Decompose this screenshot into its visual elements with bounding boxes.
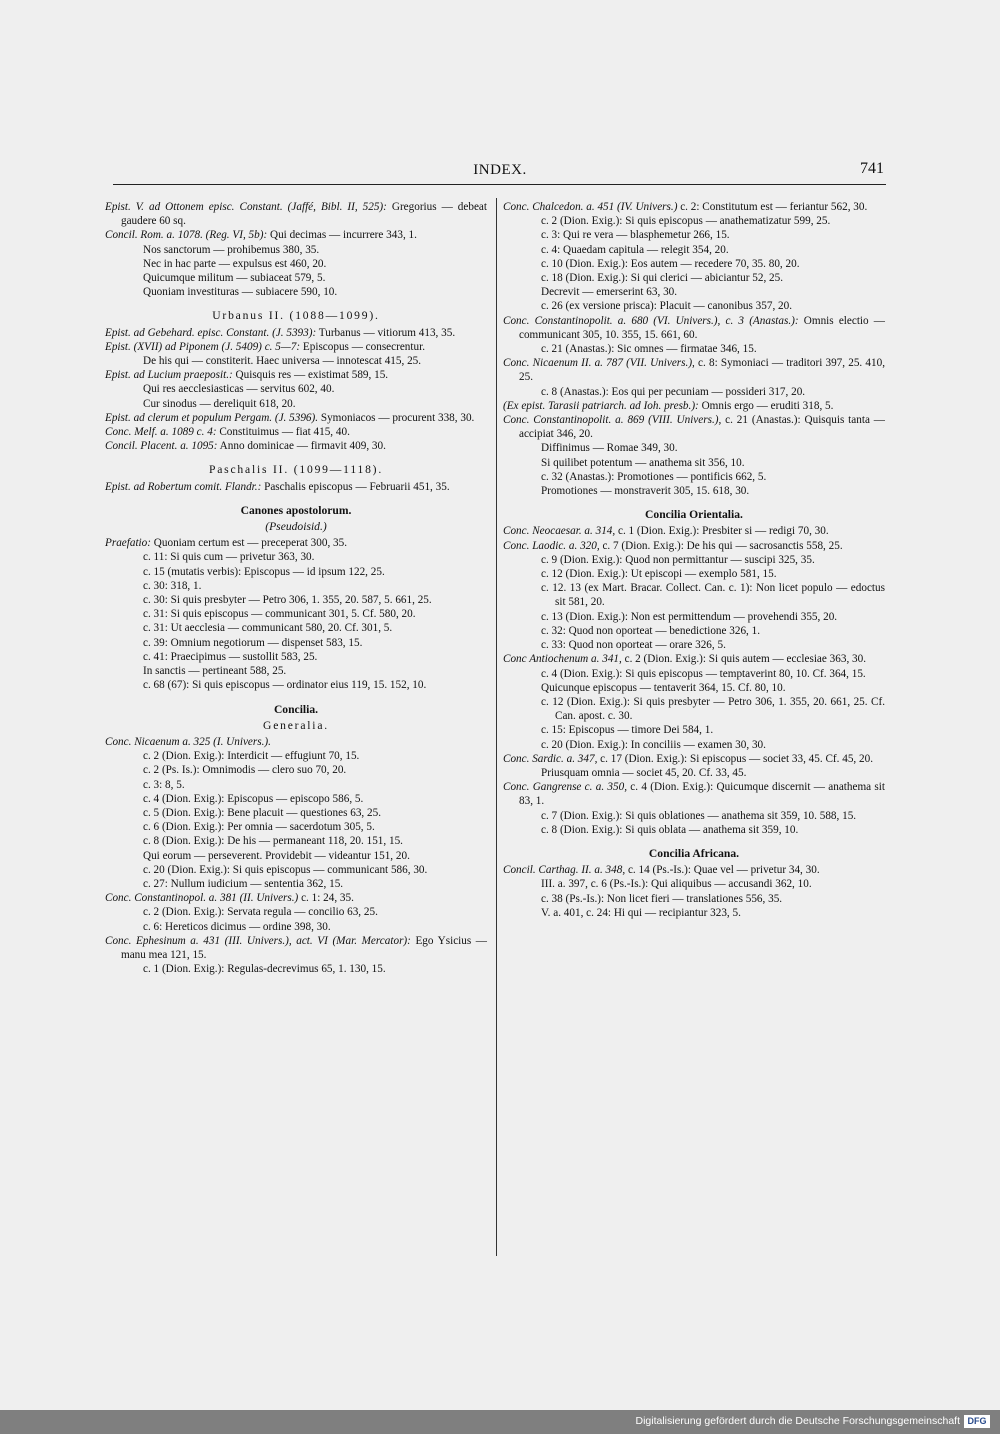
- entry-text: c. 21 (Anastas.): Sic omnes — firmatae 346, 15.: [541, 343, 757, 356]
- entry-text: c. 8: Symoniaci — traditori 397, 25. 410, 25.: [519, 357, 885, 384]
- entry-text: c. 15: Episcopus — timore Dei 584, 1.: [541, 724, 714, 737]
- entry-text: c. 4: Quaedam capitula — relegit 354, 20.: [541, 243, 729, 256]
- entry-text: Gregorius — debeat gaudere 60 sq.: [121, 201, 487, 228]
- index-subentry: [105, 678, 487, 692]
- entry-text: Anno dominicae — firmavit 409, 30.: [219, 440, 386, 453]
- index-subentry: [105, 607, 487, 621]
- index-subentry: [503, 695, 885, 723]
- index-subentry: [503, 738, 885, 752]
- entry-text: c. 4 (Dion. Exig.): Episcopus — episcopo 586, 5.: [143, 792, 364, 805]
- entry-text: c. 68 (67): Si quis episcopus — ordinator eius 119, 15. 152, 10.: [143, 679, 427, 692]
- index-entry: [503, 539, 885, 553]
- index-subentry: [503, 470, 885, 484]
- index-entry: [503, 314, 885, 342]
- section-heading: Concilia.: [273, 702, 319, 716]
- entry-text: Promotiones — monstraverit 305, 15. 618, 30.: [541, 485, 750, 498]
- source-citation: Epist. V. ad Ottonem episc. Constant. (Jaffé, Bibl. II, 525):: [105, 201, 387, 213]
- entry-text: Priusquam omnia — societ 45, 20. Cf. 33, 45.: [541, 766, 747, 779]
- source-citation: Praefatio:: [105, 537, 151, 550]
- entry-text: c. 31: Si quis episcopus — communicant 301, 5. Cf. 580, 20.: [143, 608, 416, 621]
- entry-text: c. 13 (Dion. Exig.): Non est permittendum — provehendi 355, 20.: [541, 610, 838, 623]
- section-heading: Urbanus II. (1088—1099).: [212, 309, 380, 323]
- source-citation: Conc. Laodic. a. 320,: [503, 539, 600, 552]
- entry-text: c. 18 (Dion. Exig.): Si qui clerici — abiciantur 52, 25.: [541, 272, 784, 285]
- index-entry: [105, 368, 487, 382]
- entry-text: c. 14 (Ps.-Is.): Quae vel — privetur 34, 30.: [627, 864, 820, 877]
- source-citation: Concil. Placent. a. 1095:: [105, 440, 218, 453]
- footer-bar: [0, 1410, 1000, 1434]
- source-citation: Epist. ad Gebehard. episc. Constant. (J. 5393):: [105, 326, 317, 339]
- entry-text: c. 3: 8, 5.: [143, 778, 185, 791]
- index-subentry: [503, 299, 885, 313]
- entry-text: c. 12 (Dion. Exig.): Si quis presbyter — Petro 306, 1. 355, 20. 661, 25. Cf. Can. apost. c. 30.: [541, 695, 885, 723]
- source-citation: Concil. Carthag. II. a. 348,: [503, 864, 626, 877]
- entry-text: In sanctis — pertineant 588, 25.: [143, 665, 287, 678]
- index-subentry: [105, 397, 487, 411]
- index-subentry: [105, 806, 487, 820]
- index-subentry: [105, 354, 487, 368]
- entry-text: Turbanus — vitiorum 413, 35.: [318, 326, 456, 339]
- index-subentry: [503, 214, 885, 228]
- index-subentry: [503, 567, 885, 581]
- left-column: [105, 200, 487, 976]
- entry-text: c. 2 (Dion. Exig.): Si quis episcopus — anathematizatur 599, 25.: [541, 215, 831, 228]
- source-citation: Conc. Constantinopol. a. 381 (II. Univers.): [105, 892, 299, 905]
- entry-text: Symoniacos — procurent 338, 30.: [320, 411, 475, 424]
- index-subentry: [503, 667, 885, 681]
- index-subentry: [503, 285, 885, 299]
- entry-text: c. 30: 318, 1.: [143, 579, 202, 592]
- entry-text: Ego Ysicius — manu mea 121, 15.: [121, 934, 487, 961]
- entry-text: c. 38 (Ps.-Is.): Non licet fieri — translationes 556, 35.: [541, 892, 783, 905]
- index-subentry: [503, 553, 885, 567]
- header-rule: [113, 184, 886, 185]
- source-citation: Epist. ad Robertum comit. Flandr.:: [105, 480, 262, 493]
- index-subentry: [503, 456, 885, 470]
- source-citation: Conc. Melf. a. 1089 c. 4:: [105, 426, 217, 439]
- entry-text: c. 4 (Dion. Exig.): Quicumque discernit — anathema sit 83, 1.: [519, 781, 885, 808]
- entry-text: c. 32: Quod non oporteat — benedictione 326, 1.: [541, 624, 761, 637]
- entry-text: c. 15 (mutatis verbis): Episcopus — id ipsum 122, 25.: [143, 565, 385, 578]
- index-entry: [105, 425, 487, 439]
- index-subentry: [105, 749, 487, 763]
- index-subentry: [105, 621, 487, 635]
- entry-text: Quoniam investituras — subiacere 590, 10.: [143, 286, 338, 299]
- entry-text: Quicumque militum — subiaceat 579, 5.: [143, 272, 326, 285]
- section-heading: Concilia Africana.: [648, 846, 740, 860]
- source-citation: Epist. ad clerum et populum Pergam. (J. 5396).: [105, 411, 319, 424]
- index-entry: [503, 780, 885, 808]
- source-citation: Conc Antiochenum a. 341,: [503, 653, 622, 666]
- entry-text: c. 39: Omnium negotiorum — dispenset 583, 15.: [143, 636, 363, 649]
- index-subentry: [105, 877, 487, 891]
- index-subentry: [503, 385, 885, 399]
- entry-text: c. 7 (Dion. Exig.): Si quis oblationes — anathema sit 359, 10. 588, 15.: [541, 809, 857, 822]
- index-subentry: [503, 257, 885, 271]
- dfg-logo: DFG: [964, 1415, 990, 1428]
- entry-text: Omnis electio — communicant 305, 10. 355, 15. 661, 60.: [519, 314, 885, 341]
- page-number: 741: [860, 160, 884, 177]
- index-subentry: [503, 624, 885, 638]
- source-citation: Conc. Gangrense c. a. 350,: [503, 781, 627, 794]
- index-subentry: [503, 823, 885, 837]
- index-subentry: [105, 565, 487, 579]
- entry-text: c. 32 (Anastas.): Promotiones — pontificis 662, 5.: [541, 470, 767, 483]
- funding-notice: Digitalisierung gefördert durch die Deutsche Forschungsgemeinschaft: [635, 1415, 960, 1427]
- index-subentry: [503, 877, 885, 891]
- index-subentry: [503, 766, 885, 780]
- entry-text: c. 8 (Anastas.): Eos qui per pecuniam — possideri 317, 20.: [541, 385, 806, 398]
- index-subentry: [105, 664, 487, 678]
- source-citation: Conc. Sardic. a. 347,: [503, 752, 598, 765]
- source-citation: Conc. Nicaenum a. 325 (I. Univers.).: [105, 735, 271, 748]
- index-entry: [105, 480, 487, 494]
- entry-text: c. 2 (Dion. Exig.): Si quis autem — ecclesiae 363, 30.: [624, 653, 867, 666]
- entry-text: c. 9 (Dion. Exig.): Quod non permittantur — suscipi 325, 35.: [541, 553, 815, 566]
- index-subentry: [105, 285, 487, 299]
- index-subentry: [503, 484, 885, 498]
- entry-text: c. 20 (Dion. Exig.): Si quis episcopus — communicant 586, 30.: [143, 863, 428, 876]
- index-subentry: [503, 809, 885, 823]
- index-subentry: [105, 650, 487, 664]
- index-subentry: [105, 778, 487, 792]
- entry-text: c. 6 (Dion. Exig.): Per omnia — sacerdotum 305, 5.: [143, 821, 375, 834]
- index-subentry: [105, 243, 487, 257]
- column-divider: [496, 198, 497, 1256]
- entry-text: Constituimus — fiat 415, 40.: [219, 426, 350, 439]
- index-entry: [105, 200, 487, 228]
- index-subentry: [105, 905, 487, 919]
- entry-text: c. 33: Quod non oporteat — orare 326, 5.: [541, 639, 726, 652]
- index-entry: [105, 934, 487, 962]
- entry-text: c. 4 (Dion. Exig.): Si quis episcopus — temptaverint 80, 10. Cf. 364, 15.: [541, 667, 866, 680]
- source-citation: Conc. Chalcedon. a. 451 (IV. Univers.): [503, 201, 678, 213]
- entry-text: c. 12. 13 (ex Mart. Bracar. Collect. Can. c. 1): Non licet populo — edoctus sit 581, 20.: [541, 582, 885, 609]
- index-subentry: [503, 581, 885, 609]
- entry-text: c. 2 (Ps. Is.): Omnimodis — clero suo 70, 20.: [143, 764, 347, 777]
- entry-text: Qui eorum — perseverent. Providebit — videantur 151, 20.: [143, 849, 410, 862]
- index-subentry: [105, 593, 487, 607]
- entry-text: Qui decimas — incurrere 343, 1.: [269, 229, 417, 242]
- entry-text: c. 2 (Dion. Exig.): Interdicit — effugiunt 70, 15.: [143, 750, 360, 763]
- entry-text: c. 1: 24, 35.: [301, 892, 354, 905]
- index-subentry: [105, 763, 487, 777]
- entry-text: c. 41: Praecipimus — sustollit 583, 25.: [143, 650, 318, 663]
- entry-text: De his qui — constiterit. Haec universa — innotescat 415, 25.: [143, 355, 422, 368]
- index-subentry: [105, 820, 487, 834]
- index-subentry: [105, 962, 487, 976]
- index-subentry: [105, 382, 487, 396]
- index-subentry: [105, 579, 487, 593]
- section-heading: (Pseudoisid.): [265, 520, 327, 534]
- entry-text: V. a. 401, c. 24: Hi qui — recipiantur 323, 5.: [541, 906, 741, 919]
- index-entry: [503, 652, 885, 666]
- source-citation: Conc. Constantinopolit. a. 869 (VIII. Univers.),: [503, 414, 722, 427]
- entry-text: c. 10 (Dion. Exig.): Eos autem — recedere 70, 35. 80, 20.: [541, 257, 800, 270]
- entry-text: c. 12 (Dion. Exig.): Ut episcopi — exemplo 581, 15.: [541, 568, 777, 581]
- index-subentry: [105, 636, 487, 650]
- entry-text: Nos sanctorum — prohibemus 380, 35.: [143, 243, 320, 256]
- entry-text: c. 27: Nullum iudicium — sententia 362, 15.: [143, 877, 344, 890]
- index-subentry: [105, 257, 487, 271]
- section-heading: Generalia.: [263, 718, 329, 732]
- entry-text: c. 30: Si quis presbyter — Petro 306, 1. 355, 20. 587, 5. 661, 25.: [143, 594, 432, 607]
- index-entry: [105, 735, 487, 749]
- index-entry: [105, 340, 487, 354]
- index-subentry: [105, 849, 487, 863]
- index-entry: [503, 356, 885, 384]
- index-entry: [105, 536, 487, 550]
- index-subentry: [503, 441, 885, 455]
- index-subentry: [105, 863, 487, 877]
- source-citation: Epist. ad Lucium praeposit.:: [105, 369, 233, 382]
- entry-text: c. 3: Qui re vera — blasphemetur 266, 15.: [541, 229, 730, 242]
- running-head: INDEX.: [473, 162, 527, 178]
- entry-text: Quisquis res — existimat 589, 15.: [235, 369, 389, 382]
- entry-text: Paschalis episcopus — Februarii 451, 35.: [264, 480, 450, 493]
- index-subentry: [503, 681, 885, 695]
- index-entry: [503, 524, 885, 538]
- index-subentry: [105, 834, 487, 848]
- entry-text: c. 21 (Anastas.): Quisquis tanta — accipiat 346, 20.: [519, 414, 885, 441]
- index-entry: [105, 891, 487, 905]
- entry-text: Decrevit — emerserint 63, 30.: [541, 286, 678, 299]
- entry-text: Cur sinodus — dereliquit 618, 20.: [143, 397, 296, 410]
- index-entry: [105, 228, 487, 242]
- entry-text: c. 17 (Dion. Exig.): Si episcopus — societ 33, 45. Cf. 45, 20.: [600, 752, 873, 765]
- index-subentry: [503, 638, 885, 652]
- index-entry: [503, 863, 885, 877]
- index-subentry: [105, 792, 487, 806]
- entry-text: c. 1 (Dion. Exig.): Regulas-decrevimus 65, 1. 130, 15.: [143, 963, 386, 976]
- index-entry: [105, 439, 487, 453]
- entry-text: c. 26 (ex versione prisca): Placuit — canonibus 357, 20.: [541, 300, 793, 313]
- entry-text: III. a. 397, c. 6 (Ps.-Is.): Qui aliquibus — accusandi 362, 10.: [541, 878, 812, 891]
- index-subentry: [503, 723, 885, 737]
- entry-text: c. 1 (Dion. Exig.): Presbiter si — redigi 70, 30.: [617, 525, 829, 538]
- source-citation: Epist. (XVII) ad Piponem (J. 5409) c. 5—7:: [105, 340, 301, 353]
- entry-text: c. 6: Hereticos dicimus — ordine 398, 30.: [143, 920, 331, 933]
- source-citation: (Ex epist. Tarasii patriarch. ad Ioh. presb.):: [503, 399, 699, 412]
- entry-text: c. 2 (Dion. Exig.): Servata regula — concilio 63, 25.: [143, 906, 378, 919]
- source-citation: Concil. Rom. a. 1078. (Reg. VI, 5b):: [105, 229, 268, 242]
- entry-text: c. 11: Si quis cum — privetur 363, 30.: [143, 551, 315, 564]
- index-entry: [503, 399, 885, 413]
- index-entry: [503, 752, 885, 766]
- entry-text: c. 7 (Dion. Exig.): De his qui — sacrosanctis 558, 25.: [602, 539, 843, 552]
- entry-text: Quicunque episcopus — tentaverit 364, 15. Cf. 80, 10.: [541, 681, 786, 694]
- source-citation: Conc. Constantinopolit. a. 680 (VI. Univers.), c. 3 (Anastas.):: [503, 314, 799, 327]
- section-heading: Paschalis II. (1099—1118).: [208, 463, 384, 477]
- entry-text: c. 20 (Dion. Exig.): In conciliis — examen 30, 30.: [541, 738, 766, 751]
- section-heading: Concilia Orientalia.: [645, 508, 743, 522]
- entry-text: c. 2: Constitutum est — feriantur 562, 30.: [680, 201, 868, 213]
- index-subentry: [503, 243, 885, 257]
- index-subentry: [503, 271, 885, 285]
- entry-text: Si quilibet potentum — anathema sit 356, 10.: [541, 456, 745, 469]
- index-entry: [503, 413, 885, 441]
- source-citation: Conc. Ephesinum a. 431 (III. Univers.), act. VI (Mar. Mercator):: [105, 934, 411, 947]
- entry-text: c. 8 (Dion. Exig.): De his — permaneant 118, 20. 151, 15.: [143, 835, 403, 848]
- index-subentry: [105, 920, 487, 934]
- entry-text: Diffinimus — Romae 349, 30.: [541, 442, 678, 455]
- entry-text: Omnis ergo — eruditi 318, 5.: [701, 399, 834, 412]
- entry-text: Quoniam certum est — preceperat 300, 35.: [153, 537, 348, 550]
- index-subentry: [503, 906, 885, 920]
- entry-text: c. 5 (Dion. Exig.): Bene placuit — questiones 63, 25.: [143, 806, 382, 819]
- entry-text: Episcopus — consecrentur.: [302, 340, 426, 353]
- index-subentry: [503, 228, 885, 242]
- index-subentry: [503, 610, 885, 624]
- index-subentry: [503, 892, 885, 906]
- index-entry: [503, 200, 885, 214]
- index-subentry: [105, 271, 487, 285]
- source-citation: Conc. Nicaenum II. a. 787 (VII. Univers.),: [503, 357, 695, 370]
- index-entry: [105, 411, 487, 425]
- entry-text: c. 31: Ut aecclesia — communicant 580, 20. Cf. 301, 5.: [143, 622, 393, 635]
- entry-text: c. 8 (Dion. Exig.): Si quis oblata — anathema sit 359, 10.: [541, 823, 799, 836]
- source-citation: Conc. Neocaesar. a. 314,: [503, 525, 616, 538]
- index-subentry: [105, 550, 487, 564]
- entry-text: Nec in hac parte — expulsus est 460, 20.: [143, 257, 327, 270]
- index-subentry: [503, 342, 885, 356]
- entry-text: Qui res aecclesiasticas — servitus 602, 40.: [143, 383, 335, 396]
- right-column: [503, 200, 885, 920]
- section-heading: Canones apostolorum.: [240, 503, 352, 517]
- index-entry: [105, 326, 487, 340]
